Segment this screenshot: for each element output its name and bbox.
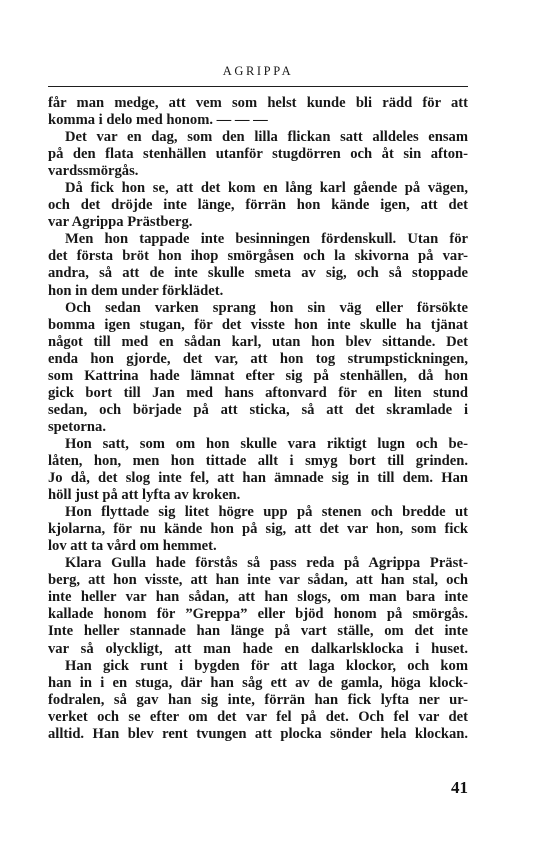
text-line: Hon satt, som om hon skulle vara riktigt lugn och be- [65,435,468,452]
text-line: komma i delo med honom. — — — [48,112,268,129]
running-head: AGRIPPA [222,64,294,78]
text-line: berg, att hon visste, att han inte var sådan, att han stal, och [48,572,468,589]
text-line: fodralen, så gav han sig inte, förrän han fick lyfta ner ur- [48,691,468,708]
text-line: var så olyckligt, att man hade en dalkarlsklocka i huset. [48,640,468,657]
text-line: och det dröjde inte länge, förrän hon kände igen, att det [48,197,468,214]
text-line: får man medge, att vem som helst kunde bli rädd för att [48,95,468,111]
body-text [48,95,468,743]
text-line: Det var en dag, som den lilla flickan satt alldeles ensam [65,129,468,146]
text-line: spetorna. [48,418,106,435]
text-line: på den flata stenhällen utanför stugdörren och åt sin afton- [48,146,468,163]
text-line: Och sedan varken sprang hon sin väg eller försökte [65,299,468,316]
text-line: han in i en stuga, där han såg ett av de gamla, höga klock- [48,674,468,691]
text-line: Då fick hon se, att det kom en lång karl gående på vägen, [65,180,468,197]
text-line: enda hon gjorde, det var, att hon tog strumpstickningen, [48,350,468,367]
text-line: alltid. Han blev rent tvungen att plocka sönder hela klockan. [48,725,468,742]
text-line: kallade honom för ”Greppa” eller bjöd honom på smörgås. [48,606,468,623]
text-line: kjolarna, för nu kände hon på sig, att det var hon, som fick [48,521,468,538]
text-line: Han gick runt i bygden för att laga klockor, och kom [65,657,468,674]
header-rule [48,86,468,87]
text-line: hon in dem under förklädet. [48,282,224,299]
text-line: Jo då, det slog inte fel, att han ämnade sig in till dem. Han [48,470,468,487]
text-line: som Kattrina hade lämnat efter sig på stenhällen, då hon [48,367,468,384]
text-line: bomma igen stugan, för det visste hon inte skulle ha tjänat [48,316,468,333]
text-line: sedan, och började på att sticka, så att det skramlade i [48,401,468,418]
text-line: Hon flyttade sig litet högre upp på stenen och bredde ut [65,504,468,521]
text-line: höll just på att lyfta av kroken. [48,487,241,504]
text-line: något till med en sådan karl, utan hon blev sittande. Det [48,333,468,350]
page-number: 41 [451,778,468,797]
text-line: Inte heller stannade han länge på vart ställe, om det inte [48,623,468,640]
text-line: inte heller var han sådan, att han slogs, om man bara inte [48,589,468,606]
text-line: Men hon tappade inte besinningen fördenskull. Utan för [65,231,468,248]
text-line: verket och se efter om det var fel på det. Och fel var det [48,708,468,725]
text-line: var Agrippa Prästberg. [48,214,193,231]
text-line: lov att ta vård om hemmet. [48,538,217,555]
text-line: låten, hon, men hon tittade allt i smyg bort till grinden. [48,452,468,469]
text-line: andra, så att de inte skulle smeta av sig, och så stoppade [48,265,468,282]
text-line: det första bröt hon ihop smörgåsen och la skivorna på var- [48,248,468,265]
text-line: Klara Gulla hade förstås så pass reda på Agrippa Präst- [65,555,468,572]
text-line: vardssmörgås. [48,163,139,180]
text-line: gick bort till Jan med hans aftonvard för en liten stund [48,384,468,401]
